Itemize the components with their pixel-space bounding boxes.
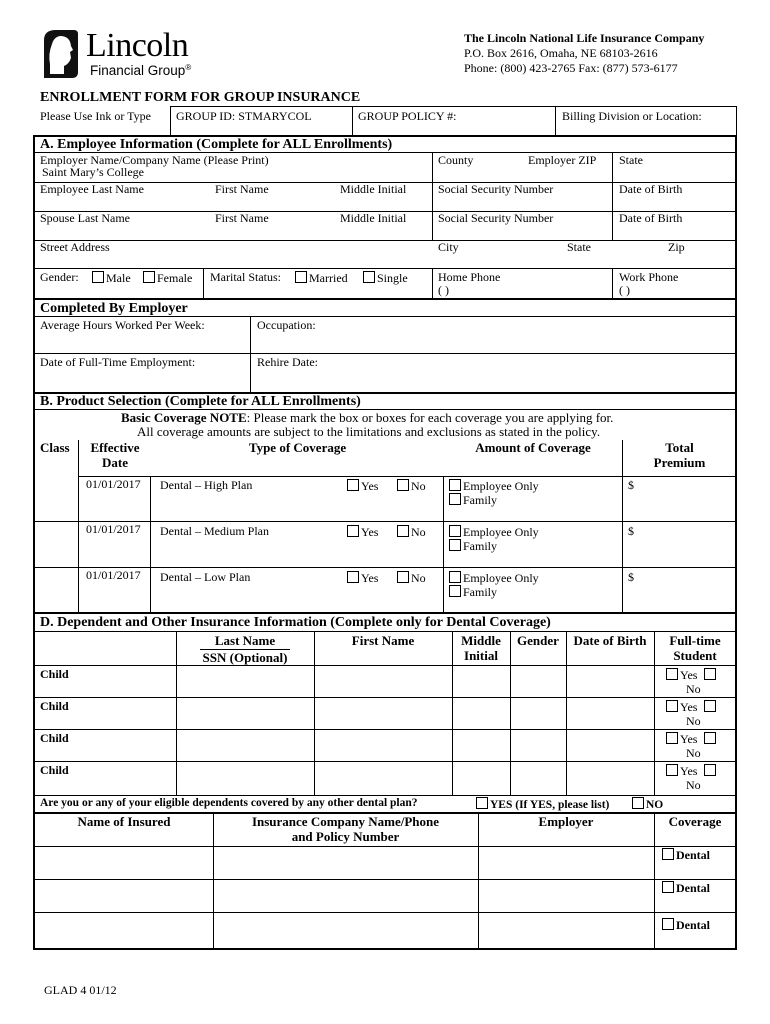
ins-col-employer: Employer: [538, 814, 594, 829]
employee-only-option[interactable]: Employee Only: [449, 525, 539, 540]
county-label[interactable]: County: [438, 153, 474, 167]
premium-amount[interactable]: $: [628, 570, 634, 584]
yes-option[interactable]: Yes: [347, 571, 378, 586]
student-no-label: No: [686, 778, 701, 792]
spouse-first-name-field[interactable]: First Name: [215, 211, 269, 225]
col-total-premium: Total Premium: [653, 440, 706, 470]
student-yes-checkbox[interactable]: [666, 732, 678, 744]
yes-checkbox[interactable]: [347, 525, 359, 537]
married-checkbox[interactable]: [295, 271, 307, 283]
yes-option[interactable]: Yes: [347, 479, 378, 494]
student-yes-option[interactable]: Yes: [666, 668, 718, 683]
home-phone-parens: ( ): [438, 283, 449, 297]
student-yes-option[interactable]: Yes: [666, 764, 718, 779]
group-policy-field[interactable]: GROUP POLICY #:: [358, 109, 457, 123]
employee-only-checkbox[interactable]: [449, 571, 461, 583]
single-checkbox[interactable]: [363, 271, 375, 283]
plan-name: Dental – Medium Plan: [160, 524, 269, 538]
child-label: Child: [40, 763, 69, 777]
logo-subtitle: Financial Group®: [90, 63, 192, 78]
company-phone: Phone: (800) 423-2765 Fax: (877) 573-6177: [464, 61, 678, 75]
work-phone-field[interactable]: Work Phone: [619, 270, 679, 284]
employee-middle-initial-field[interactable]: Middle Initial: [340, 182, 407, 196]
section-d-title: D. Dependent and Other Insurance Information (Complete only for Dental Coverage): [40, 615, 551, 630]
marital-married-option[interactable]: Married: [295, 271, 348, 286]
employee-only-option[interactable]: Employee Only: [449, 479, 539, 494]
premium-amount[interactable]: $: [628, 524, 634, 538]
street-address-field[interactable]: Street Address: [40, 240, 110, 254]
plan-name: Dental – High Plan: [160, 478, 253, 492]
dep-col-last-name: Last Name: [214, 633, 276, 648]
employee-only-checkbox[interactable]: [449, 479, 461, 491]
dep-col-first-name: First Name: [351, 633, 415, 648]
form-title: ENROLLMENT FORM FOR GROUP INSURANCE: [40, 90, 361, 105]
student-no-checkbox[interactable]: [704, 668, 716, 680]
lincoln-logo: [38, 28, 218, 80]
student-yes-option[interactable]: Yes: [666, 700, 718, 715]
dental-coverage-option[interactable]: Dental: [662, 848, 710, 863]
dental-coverage-option[interactable]: Dental: [662, 881, 710, 896]
other-plan-no-checkbox[interactable]: [632, 797, 644, 809]
section-a-title: A. Employee Information (Complete for ALL Enrollments): [40, 137, 393, 152]
effective-date: 01/01/2017: [86, 568, 141, 582]
employer-name-value[interactable]: Saint Mary’s College: [42, 165, 144, 179]
coverage-note-line2: All coverage amounts are subject to the limitations and exclusions as stated in the policy.: [137, 424, 601, 439]
family-checkbox[interactable]: [449, 539, 461, 551]
yes-checkbox[interactable]: [347, 571, 359, 583]
child-label: Child: [40, 731, 69, 745]
student-yes-checkbox[interactable]: [666, 668, 678, 680]
gender-label: Gender:: [40, 270, 79, 284]
state-label[interactable]: State: [619, 153, 643, 167]
student-yes-checkbox[interactable]: [666, 700, 678, 712]
dental-coverage-option[interactable]: Dental: [662, 918, 710, 933]
ink-note: Please Use Ink or Type: [40, 109, 151, 123]
child-label: Child: [40, 699, 69, 713]
completed-by-employer-title: Completed By Employer: [40, 301, 188, 316]
form-number-footer: GLAD 4 01/12: [44, 983, 117, 997]
full-time-date-field[interactable]: Date of Full-Time Employment:: [40, 355, 196, 369]
zip-field[interactable]: Zip: [668, 240, 685, 254]
student-yes-option[interactable]: Yes: [666, 732, 718, 747]
student-no-label: No: [686, 714, 701, 728]
city-field[interactable]: City: [438, 240, 459, 254]
dep-col-fulltime-student: Full-time Student: [669, 633, 721, 663]
company-address: P.O. Box 2616, Omaha, NE 68103-2616: [464, 46, 658, 60]
employee-only-option[interactable]: Employee Only: [449, 571, 539, 586]
dep-col-middle-initial: Middle Initial: [461, 633, 501, 663]
dep-col-dob: Date of Birth: [573, 633, 647, 648]
other-plan-question: Are you or any of your eligible dependents covered by any other dental plan?: [40, 797, 418, 809]
state-field[interactable]: State: [567, 240, 591, 254]
student-no-label: No: [686, 682, 701, 696]
female-checkbox[interactable]: [143, 271, 155, 283]
section-b-title: B. Product Selection (Complete for ALL Enrollments): [40, 394, 361, 409]
col-class: Class: [40, 440, 70, 455]
spouse-last-name-field[interactable]: Spouse Last Name: [40, 211, 130, 225]
plan-name: Dental – Low Plan: [160, 570, 251, 584]
no-checkbox[interactable]: [397, 479, 409, 491]
no-option[interactable]: No: [397, 525, 426, 540]
employee-first-name-field[interactable]: First Name: [215, 182, 269, 196]
student-yes-checkbox[interactable]: [666, 764, 678, 776]
occupation-field[interactable]: Occupation:: [257, 318, 316, 332]
spouse-dob-field[interactable]: Date of Birth: [619, 211, 683, 225]
employer-zip-label[interactable]: Employer ZIP: [528, 153, 597, 167]
family-option[interactable]: Family: [449, 585, 497, 600]
group-id: GROUP ID: STMARYCOL: [176, 109, 312, 123]
other-plan-yes-option[interactable]: YES (If YES, please list): [476, 797, 609, 812]
coverage-note: Basic Coverage NOTE: Please mark the box or boxes for each coverage you are applying for.: [121, 410, 614, 425]
marital-status-label: Marital Status:: [210, 270, 281, 284]
no-option[interactable]: No: [397, 571, 426, 586]
other-plan-no-option[interactable]: NO: [632, 797, 663, 812]
dep-col-gender: Gender: [517, 633, 559, 648]
col-type-of-coverage: Type of Coverage: [248, 440, 347, 455]
family-checkbox[interactable]: [449, 493, 461, 505]
spouse-ssn-field[interactable]: Social Security Number: [438, 211, 554, 225]
billing-division-field[interactable]: Billing Division or Location:: [562, 109, 702, 123]
effective-date: 01/01/2017: [86, 522, 141, 536]
dental-checkbox[interactable]: [662, 881, 674, 893]
male-checkbox[interactable]: [92, 271, 104, 283]
ins-col-name-of-insured: Name of Insured: [77, 814, 171, 829]
employee-dob-field[interactable]: Date of Birth: [619, 182, 683, 196]
no-checkbox[interactable]: [397, 525, 409, 537]
no-checkbox[interactable]: [397, 571, 409, 583]
spouse-middle-initial-field[interactable]: Middle Initial: [340, 211, 407, 225]
effective-date: 01/01/2017: [86, 477, 141, 491]
employee-last-name-field[interactable]: Employee Last Name: [40, 182, 144, 196]
gender-male-option[interactable]: Male: [92, 271, 131, 286]
col-effective-date: Effective Date: [90, 440, 140, 470]
no-option[interactable]: No: [397, 479, 426, 494]
rehire-date-field[interactable]: Rehire Date:: [257, 355, 318, 369]
premium-amount[interactable]: $: [628, 478, 634, 492]
student-no-checkbox[interactable]: [704, 732, 716, 744]
ins-col-company: Insurance Company Name/Phone and Policy Number: [251, 814, 440, 844]
family-option[interactable]: Family: [449, 539, 497, 554]
yes-checkbox[interactable]: [347, 479, 359, 491]
family-option[interactable]: Family: [449, 493, 497, 508]
other-plan-yes-checkbox[interactable]: [476, 797, 488, 809]
yes-option[interactable]: Yes: [347, 525, 378, 540]
marital-single-option[interactable]: Single: [363, 271, 408, 286]
gender-female-option[interactable]: Female: [143, 271, 192, 286]
dental-checkbox[interactable]: [662, 918, 674, 930]
ins-col-coverage: Coverage: [668, 814, 722, 829]
dental-checkbox[interactable]: [662, 848, 674, 860]
employee-only-checkbox[interactable]: [449, 525, 461, 537]
dep-col-ssn: SSN (Optional): [202, 650, 288, 665]
student-no-checkbox[interactable]: [704, 700, 716, 712]
avg-hours-field[interactable]: Average Hours Worked Per Week:: [40, 318, 205, 332]
child-label: Child: [40, 667, 69, 681]
work-phone-parens: ( ): [619, 283, 630, 297]
home-phone-field[interactable]: Home Phone: [438, 270, 501, 284]
lincoln-silhouette-icon: [40, 28, 80, 78]
family-checkbox[interactable]: [449, 585, 461, 597]
company-name: The Lincoln National Life Insurance Company: [464, 31, 705, 45]
employer-name-label: Employer Name/Company Name (Please Print): [40, 153, 269, 167]
student-no-label: No: [686, 746, 701, 760]
col-amount-of-coverage: Amount of Coverage: [475, 440, 591, 455]
employee-ssn-field[interactable]: Social Security Number: [438, 182, 554, 196]
logo-wordmark: Lincoln: [86, 27, 189, 64]
student-no-checkbox[interactable]: [704, 764, 716, 776]
